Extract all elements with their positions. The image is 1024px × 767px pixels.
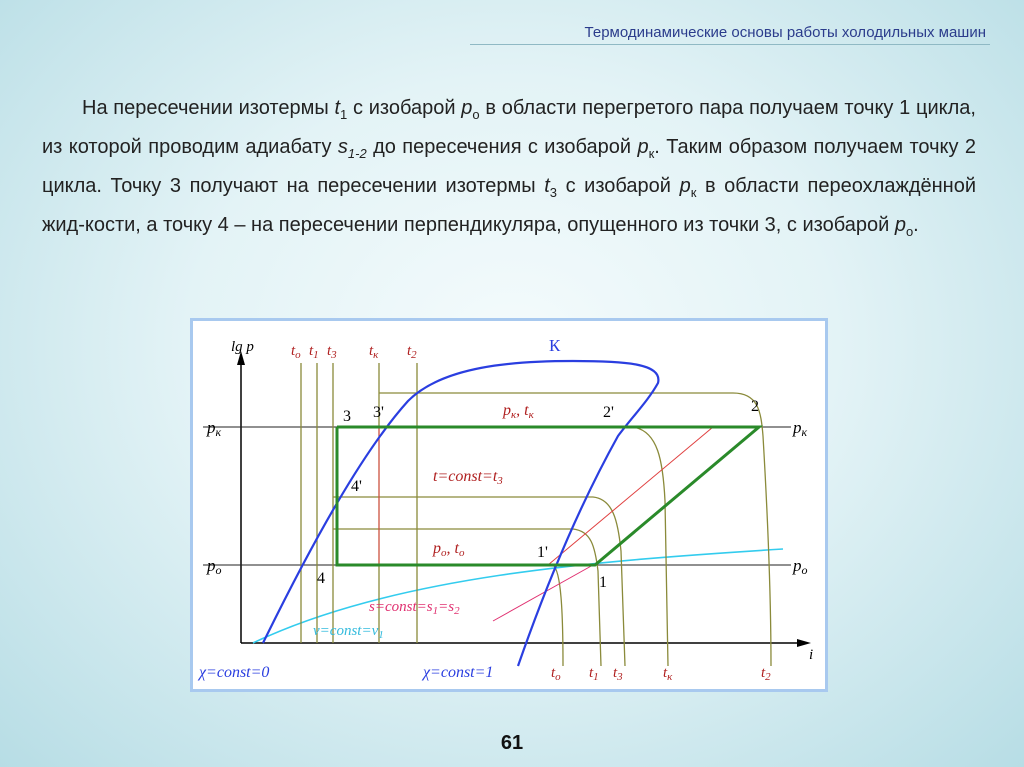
- svg-text:pк, tк: pк, tк: [503, 402, 534, 421]
- header-title: Термодинамические основы работы холодильных машин: [584, 24, 986, 41]
- y-axis-label: lg p: [231, 339, 254, 355]
- top-isotherm-labels: [291, 343, 417, 361]
- svg-text:t2: $t_2$: [407, 343, 417, 361]
- svg-text:pо: pо: [793, 556, 808, 577]
- svg-text:pк: pк: [793, 418, 808, 439]
- body-paragraph: На пересечении изотермы $t_1$ с изобарой $p_о$ в области перегретого пара получаем точку 1 цикла, из которой проводим адиабату $s_{1-2}$ до пересечения с изобарой $p_к$. Таким образом получаем точку 2 цикла. Точку 3 получают на пересечении изотермы $t_3$ с изобарой $p_к$ в области переохлаждённой жид-кости, а точку 4 – на пересечении перпендикуляра, опущенного из точки 3, с изобарой $p_о$.: [42, 97, 977, 239]
- isotherm-t3-curve: [333, 497, 625, 666]
- bottom-isotherm-labels: [551, 665, 771, 683]
- svg-text:4: 4: [317, 570, 325, 587]
- page-number: 61: [500, 732, 524, 754]
- chi-zero-label: χ=const=0: [199, 664, 270, 681]
- critical-point-label: К: [549, 336, 561, 355]
- svg-text:tо: $t_о$: [551, 665, 561, 683]
- svg-text:t1: $t_1$: [589, 665, 599, 683]
- svg-text:t2: $t_2$: [761, 665, 771, 683]
- refrigeration-cycle: [337, 427, 759, 565]
- v-const-label: $v=const=v_1$: [313, 623, 384, 641]
- svg-text:tо: $t_о$: [291, 343, 301, 361]
- s-const-label: $s=const=s_1=s_2$: [369, 599, 460, 617]
- header-divider: [470, 44, 990, 45]
- x-axis-label: i: [809, 647, 814, 663]
- svg-text:t3: $t_3$: [613, 665, 623, 683]
- svg-text:tк: $t_к$: [663, 665, 673, 683]
- svg-text:3': 3': [373, 404, 384, 421]
- svg-text:t=const=t3: t=const=t3: [433, 468, 503, 487]
- svg-text:tк: $t_к$: [369, 343, 379, 361]
- lgp-i-diagram: [190, 318, 828, 692]
- chi-one-label: χ=const=1: [423, 664, 494, 681]
- isentrope-aux-line: [548, 427, 713, 565]
- svg-text:pк: pк: [207, 418, 222, 439]
- svg-text:1: 1: [599, 574, 607, 591]
- x-axis-arrow: [797, 639, 811, 647]
- svg-text:4': 4': [351, 478, 362, 495]
- isotherm-to-curve: [553, 565, 563, 666]
- svg-text:t3: $t_3$: [327, 343, 337, 361]
- svg-text:t1: $t_1$: [309, 343, 319, 361]
- svg-text:2': 2': [603, 404, 614, 421]
- svg-text:3: 3: [343, 408, 351, 425]
- diagram-svg: [193, 321, 825, 689]
- svg-text:pо: pо: [207, 556, 222, 577]
- svg-text:1': 1': [537, 544, 548, 561]
- svg-text:2: 2: [751, 398, 759, 415]
- svg-text:pо, tо: pо, tо: [433, 540, 465, 559]
